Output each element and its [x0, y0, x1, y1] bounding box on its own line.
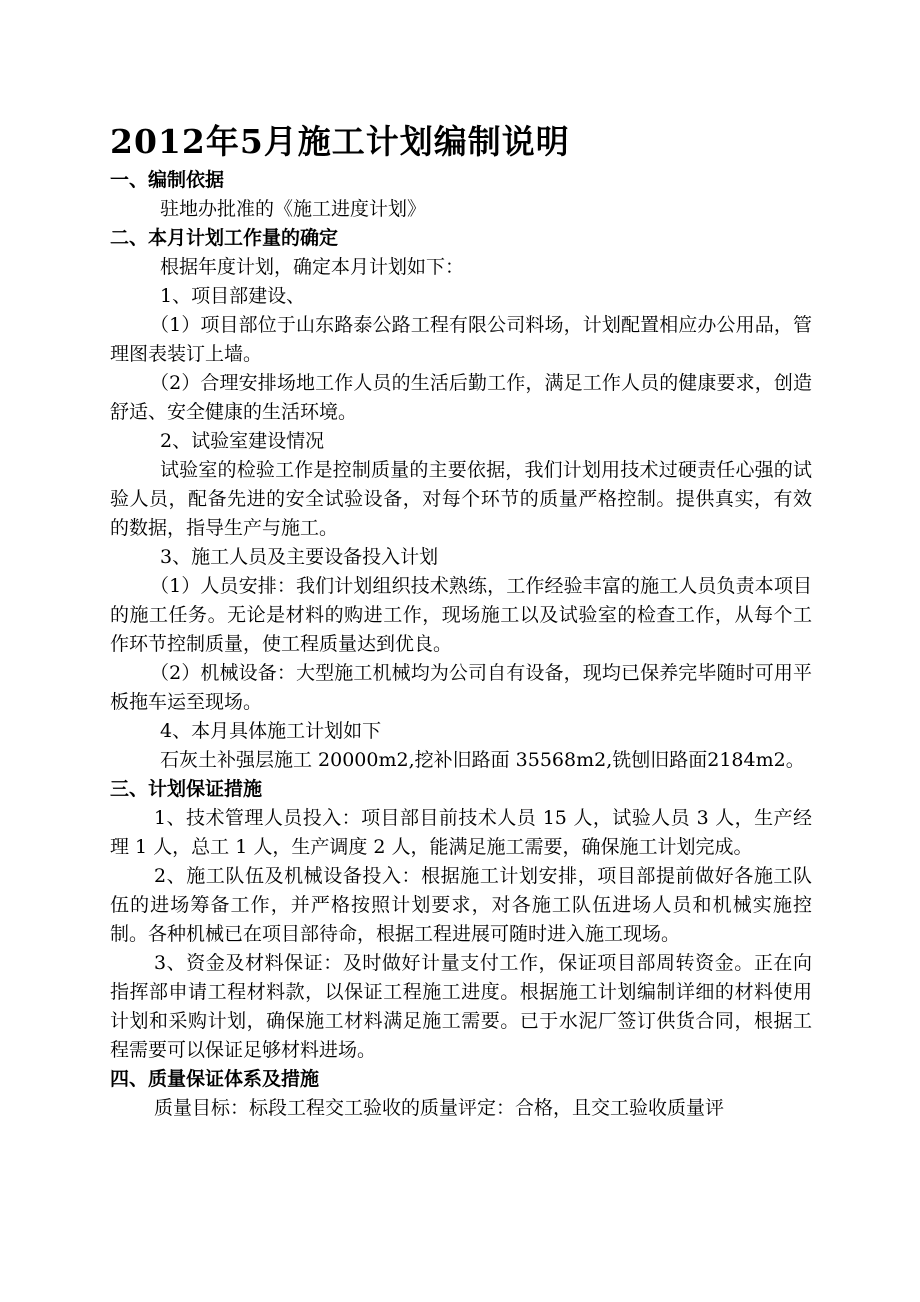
paragraph: 1、技术管理人员投入：项目部目前技术人员 15 人，试验人员 3 人，生产经理 1 人，总工 1 人，生产调度 2 人，能满足施工需要，确保施工计划完成。 [110, 807, 812, 858]
paragraph: （2）合理安排场地工作人员的生活后勤工作，满足工作人员的健康要求，创造舒适、安全健康的生活环境。 [110, 372, 812, 423]
section-guarantee [110, 775, 812, 1065]
paragraph: 2、试验室建设情况 [160, 430, 325, 452]
paragraph: 驻地办批准的《施工进度计划》 [160, 198, 427, 220]
paragraph: 石灰土补强层施工 20000m2,挖补旧路面 35568m2,铣刨旧路面2184m2。 [160, 749, 805, 771]
paragraph: 3、资金及材料保证：及时做好计量支付工作，保证项目部周转资金。正在向指挥部申请工程材料款，以保证工程施工进度。根据施工计划编制详细的材料使用计划和采购计划，确保施工材料满足施工需要。已于水泥厂签订供货合同，根据工程需要可以保证足够材料进场。 [110, 952, 812, 1061]
section-workload [110, 224, 812, 775]
paragraph: 2、施工队伍及机械设备投入：根据施工计划安排，项目部提前做好各施工队伍的进场筹备工作，并严格按照计划要求，对各施工队伍进场人员和机械实施控制。各种机械已在项目部待命，根据工程进展可随时进入施工现场。 [110, 865, 812, 945]
paragraph: （2）机械设备：大型施工机械均为公司自有设备，现均已保养完毕随时可用平板拖车运至现场。 [110, 662, 812, 713]
section-basis [110, 166, 812, 224]
paragraph: （1）人员安排：我们计划组织技术熟练，工作经验丰富的施工人员负责本项目的施工任务。无论是材料的购进工作，现场施工以及试验室的检查工作，从每个工作环节控制质量，使工程质量达到优良。 [110, 575, 812, 655]
paragraph: 试验室的检验工作是控制质量的主要依据，我们计划用技术过硬责任心强的试验人员，配备先进的安全试验设备，对每个环节的质量严格控制。提供真实，有效的数据，指导生产与施工。 [110, 459, 812, 539]
paragraph: 1、项目部建设、 [160, 285, 306, 307]
paragraph: 根据年度计划，确定本月计划如下： [160, 256, 465, 278]
paragraph: 3、施工人员及主要设备投入计划 [160, 546, 439, 568]
section-heading: 一、编制依据 [110, 169, 225, 191]
section-heading: 二、本月计划工作量的确定 [110, 227, 339, 249]
document-title: 2012年5月施工计划编制说明 [110, 122, 570, 161]
section-heading: 三、计划保证措施 [110, 778, 263, 800]
paragraph: 质量目标：标段工程交工验收的质量评定：合格，且交工验收质量评 [154, 1097, 725, 1119]
paragraph: 4、本月具体施工计划如下 [160, 720, 382, 742]
section-quality [110, 1065, 812, 1123]
section-heading: 四、质量保证体系及措施 [110, 1068, 320, 1090]
paragraph: （1）项目部位于山东路泰公路工程有限公司料场，计划配置相应办公用品，管理图表装订上墙。 [110, 314, 812, 365]
document-page [110, 118, 812, 1123]
